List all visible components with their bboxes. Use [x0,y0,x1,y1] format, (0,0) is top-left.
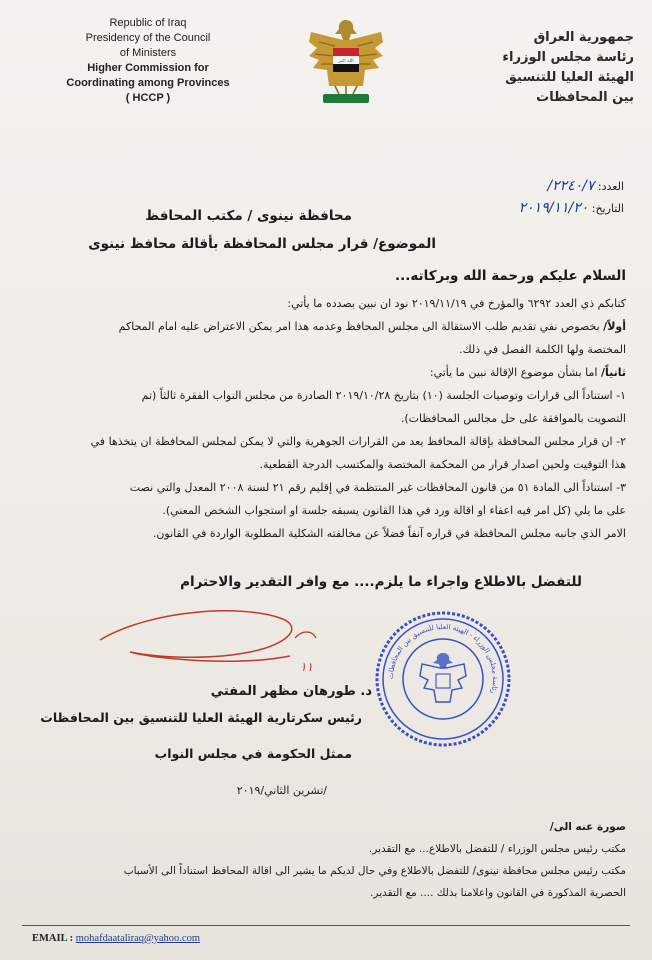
greeting: السلام عليكم ورحمة الله وبركاته... [394,268,626,284]
second-item3-line2: على ما يلي (كل امر فيه اعفاء او اقالة ورد في هذا القانون يسبقه جلسة او استجواب الشخص المعني). [162,504,626,517]
copies-item-2-line1: مكتب رئيس مجلس محافظة نينوى/ للتفضل بالاطلاع وفي حال لديكم ما يشير الى اقالة المحافظ استناداً الى الأسباب [123,865,626,877]
copies-item-1: مكتب رئيس مجلس الوزراء / للتفضل بالاطلاع... مع التقدير. [368,843,626,855]
signatory-title-1: رئيس سكرتارية الهيئة العليا للتنسيق بين المحافظات [40,710,362,725]
first-point-line1 [26,315,626,338]
conclusion: الامر الذي جانبه مجلس المحافظة في قراره آنفاً فضلاً عن مخالفته الشكلية المطلوبة الواردة في القانون. [152,527,626,540]
reference-date [384,200,624,216]
second-item1-line2: التصويت بالموافقة على حل مجالس المحافظات). [400,412,626,425]
intro-paragraph: كتابكم ذي العدد ٦٢٩٢ والمؤرخ في ٢٠١٩/١١/١٩ نود ان نبين بصدده ما يأتي: [287,297,626,310]
closing-line: للتفضل بالاطلاع واجراء ما يلزم.... مع وافر التقدير والاحترام [180,574,582,590]
header-en-line2: Presidency of the Council [85,32,211,44]
header-ar-line4: بين المحافظات [536,90,634,105]
official-stamp-icon [372,608,514,750]
stamp-ring-text: رئاسة مجلس الوزراء - الهيئة العليا للتنسيق بين المحافظات [386,622,500,695]
footer-divider [22,925,630,926]
number-value: ٢٢٤٠/٧/ [547,178,595,194]
email-label: EMAIL : [32,933,74,944]
copies-section [26,816,626,904]
first-text-1: بخصوص نفي تقديم طلب الاستقالة الى مجلس المحافظ وعدمه هذا امر يمكن الاعتراض عليه امام المحاكم [118,320,600,333]
first-label: أولاً/ [603,320,626,333]
letter-body [26,292,626,545]
header-ar-line3: الهيئة العليا للتنسيق [505,70,634,85]
header-ar-line1: جمهورية العراق [533,30,634,45]
second-item3-line1: ٣- استناداً الى المادة ٥١ من قانون المحافظات غير المنتظمة في إقليم رقم ٢١ لسنة ٢٠٠٨ المعدل والتي نصت [129,481,626,494]
second-label: ثانياً/ [600,366,626,379]
number-label: العدد: [597,180,624,193]
eagle-emblem-icon [305,12,387,122]
header-en-line3: of Ministers [119,47,177,59]
reference-number [384,178,624,194]
second-item2-line2: هذا التوقيت ولحين اصدار قرار من المحكمة المختصة والمكتسب الدرجة القطعية. [259,458,626,471]
date-label: التاريخ: [591,202,624,215]
signature-date: /تشرين الثاني/٢٠١٩ [236,784,327,797]
first-point-line2: المختصة ولها الكلمة الفصل في ذلك. [459,343,626,356]
email-link[interactable]: mohafdaataliraq@yahoo.com [75,933,201,944]
handwritten-signature-icon [90,600,330,690]
signatory-title-2: ممثل الحكومة في مجلس النواب [154,746,352,761]
copies-item-2-line2: الحصرية المذكورة في القانون واعلامنا بذلك .... مع التقدير. [370,887,626,899]
header-ar-line2: رئاسة مجلس الوزراء [502,50,634,65]
signatory-name: د. طورهان مظهر المفتي [210,684,372,699]
footer-email [32,933,200,944]
second-heading-text: اما بشأن موضوع الإقالة نبين ما يأتي: [429,366,598,379]
header-en-line4: Higher Commission for [87,62,209,74]
header-en-line6: ( HCCP ) [125,92,171,104]
copies-label: صورة عنه الى/ [549,821,626,833]
second-item1-line1: ١- استناداً الى قرارات وتوصيات الجلسة (١٠) بتاريخ ٢٠١٩/١٠/٢٨ الصادرة من مجلس النواب الفقرة ثالثاً (تم [141,389,626,402]
date-value: ٢٠١٩/١١/٢٠ [518,200,589,216]
subject: الموضوع/ قرار مجلس المحافظة بأقالة محافظ نينوى [88,236,436,252]
second-heading [26,361,626,384]
header-en-line1: Republic of Iraq [109,17,187,29]
header-en-line5: Coordinating among Provinces [66,77,230,89]
header-english [38,16,258,106]
svg-text:الله اكبر: الله اكبر [338,59,354,64]
second-item2-line1: ٢- ان قرار مجلس المحافظة بإقالة المحافظ يعد من القرارات الجوهرية والتي لا يمكن لمجلس المحافظة ان يتخذها في [90,435,626,448]
addressee: محافظة نينوى / مكتب المحافظ [145,208,352,224]
signature-initial: ١١ [300,660,313,674]
header-arabic [444,28,634,108]
